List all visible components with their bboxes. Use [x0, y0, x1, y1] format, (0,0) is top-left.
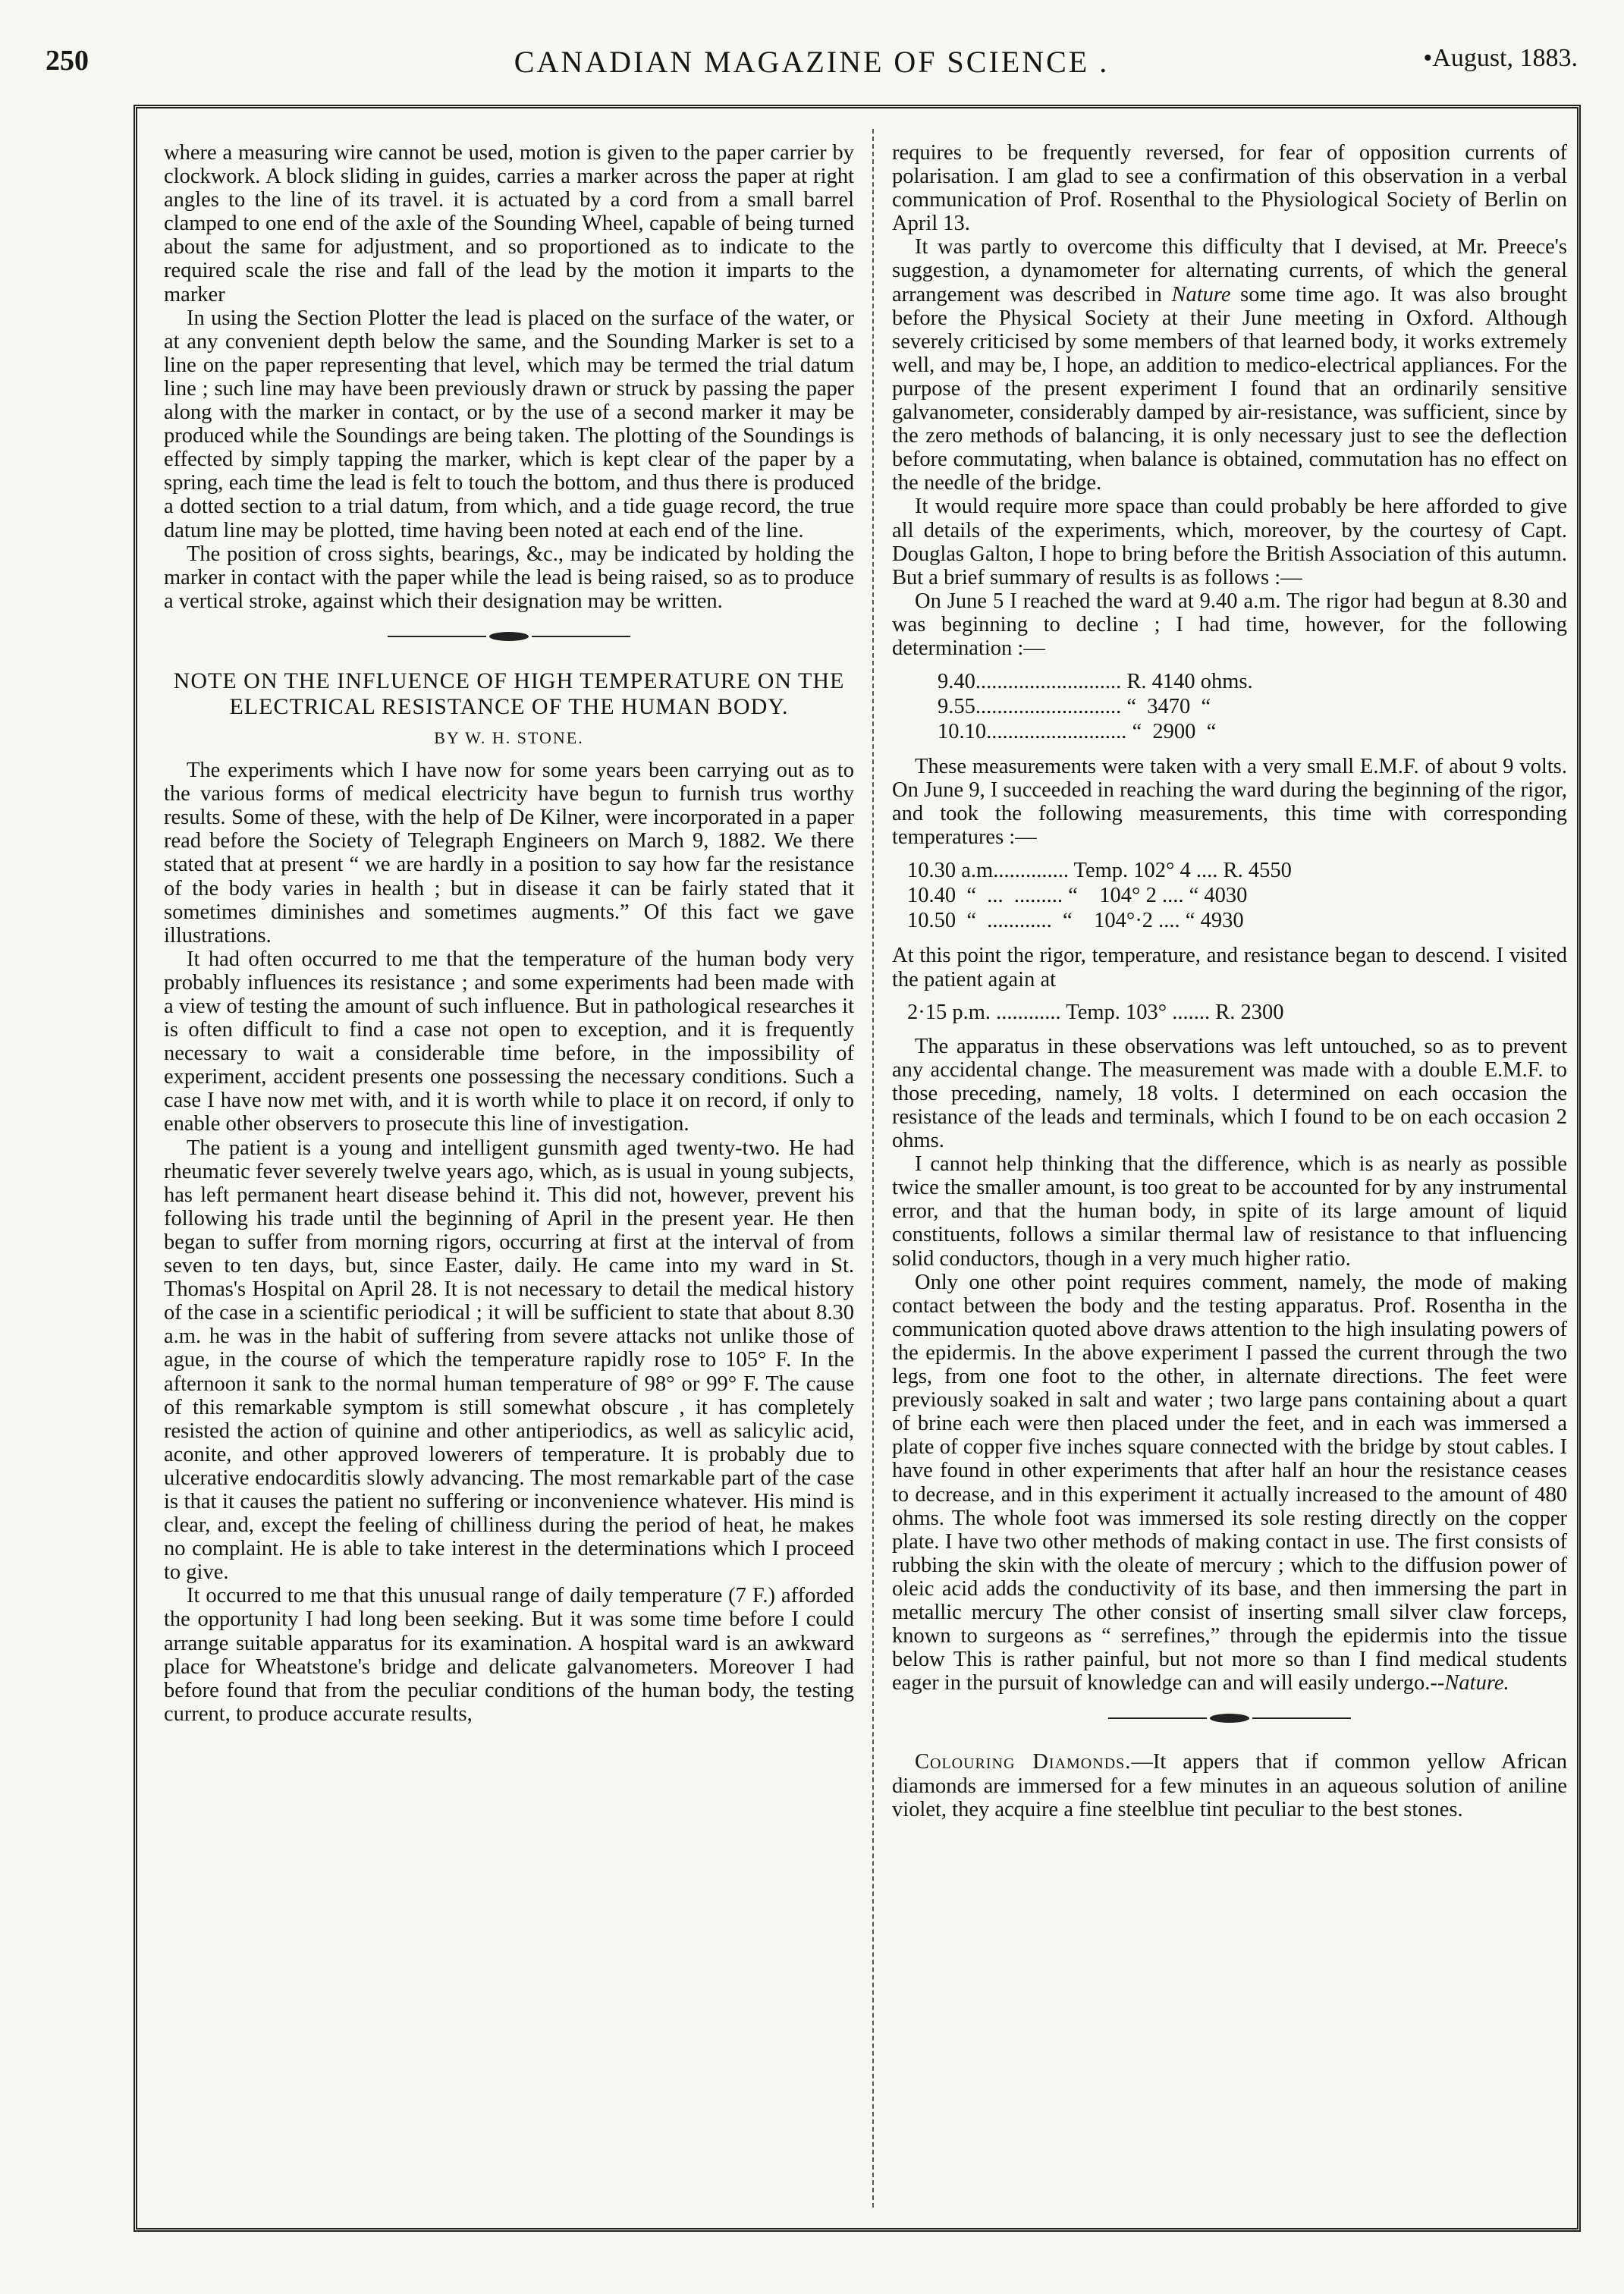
paragraph: It would require more space than could probably be here afforded to give all details of the experiments, which, moreover, by the courtesy of Capt. Douglas Galton, I hope to bring before the British Association of this autumn. But a brief summary of results is as follows :— [892, 495, 1567, 589]
column-divider [872, 129, 874, 2208]
article-title: NOTE ON THE INFLUENCE OF HIGH TEMPERATURE ON THE ELECTRICAL RESISTANCE OF THE HUMAN BODY. [173, 668, 845, 719]
measurement-table-june-5 [938, 669, 1567, 744]
source-citation: Nature. [1444, 1671, 1509, 1695]
table-row: 10.10.......................... “ 2900 “ [938, 720, 1217, 744]
page-header [46, 44, 1578, 90]
paragraph: The apparatus in these observations was left untouched, so as to prevent any accidental change. The measurement was made with a double E.M.F. to those preceding, namely, 18 volts. I determined on each occasion the resistance of the leads and terminals, which I found to be on each occasion 2 ohms. [892, 1034, 1567, 1153]
paragraph: The position of cross sights, bearings, &c., may be indicated by holding the marker in contact with the paper while the lead is being raised, so as to produce a vertical stroke, against which their designation may be written. [164, 542, 854, 613]
left-column [164, 141, 854, 1726]
ornament-divider [892, 1705, 1567, 1729]
paragraph: requires to be frequently reversed, for fear of opposition currents of polarisation. I am glad to see a confirmation of this observation in a verbal communication of Prof. Rosenthal to the Physiological Society of Berlin on April 13. [892, 141, 1567, 236]
ornament-icon [1108, 1713, 1351, 1724]
paragraph: The patient is a young and intelligent gunsmith aged twenty-two. He had rheumatic fever severely twelve years ago, which, as is usual in young subjects, has left permanent heart disease behind it. This did not, however, prevent his following his trade until the beginning of April in the present year. He then began to suffer from morning rigors, occurring at first at the interval of from seven to ten days, but, since Easter, daily. He came into my ward in St. Thomas's Hospital on April 28. It is not necessary to detail the medical history of the case in a scientific periodical ; it will be sufficient to state that about 8.30 a.m. he was in the habit of suffering from severe attacks not unlike those of ague, in the course of which the temperature rapidly rose to 105° F. In the afternoon it sank to the normal human temperature of 98° or 99° F. The cause of this remarkable symptom is still somewhat obscure , it has completely resisted the action of quinine and other antiperiodics, as well as salicylic acid, aconite, and other approved lowerers of temperature. It is probably due to ulcerative endocarditis slowly advancing. The most remarkable part of the case is that it causes the patient no suffering or inconvenience whatever. His mind is clear, and, except the feeling of chilliness during the period of heat, he makes no complaint. He is able to take interest in the determinations which I proceed to give. [164, 1136, 854, 1585]
byline: BY W. H. STONE. [434, 727, 584, 747]
table-row: 9.55........................... “ 3470 “ [938, 695, 1211, 719]
paragraph: These measurements were taken with a very small E.M.F. of about 9 volts. On June 9, I succeeded in reaching the ward during the beginning of the rigor, and took the following measurements, this time with corresponding temperatures :— [892, 755, 1567, 850]
table-row: 10.30 a.m.............. Temp. 102° 4 .... R. 4550 [907, 859, 1292, 883]
ornament-divider [164, 624, 854, 647]
paragraph [892, 235, 1567, 495]
paragraph: It occurred to me that this unusual range of daily temperature (7 F.) afforded the opportunity I had long been seeking. But it was some time before I could arrange suitable apparatus for its examination. A hospital ward is an awkward place for Wheatstone's bridge and delicate galvanometers. Moreover I had before found that from the peculiar conditions of the human body, the testing current, to produce accurate results, [164, 1584, 854, 1726]
paragraph: On June 5 I reached the ward at 9.40 a.m. The rigor had begun at 8.30 and was beginning to decline ; I had time, however, for the following determination :— [892, 589, 1567, 660]
paragraph: In using the Section Plotter the lead is placed on the surface of the water, or at any convenient depth below the same, and the Sounding Marker is set to a line on the paper representing that level, which may be termed the trial datum line ; such line may have been previously drawn or struck by passing the paper along with the marker in contact, or by the use of a second marker it may be produced while the Soundings are being taken. The plotting of the Soundings is effected by simply tapping the marker, which is kept clear of the paper by a spring, each time the lead is felt to touch the bottom, and thus there is produced a dotted section to a trial datum, from which, and a tide guage record, the true datum line may be plotted, time having been noted at each end of the line. [164, 306, 854, 542]
right-column [892, 141, 1567, 1821]
paragraph: I cannot help thinking that the difference, which is as nearly as possible twice the smaller amount, is too great to be accounted for by any instrumental error, and that the human body, in spite of its large amount of liquid constituents, follows a similar thermal law of resistance to that influencing solid conductors, though in a very much higher ratio. [892, 1152, 1567, 1271]
page-number: 250 [46, 45, 89, 77]
table-row: 2·15 p.m. ............ Temp. 103° ....... R. 2300 [907, 1000, 1284, 1024]
running-title: CANADIAN MAGAZINE OF SCIENCE . [514, 45, 1110, 79]
table-row: 10.50 “ ............ “ 104°·2 .... “ 4930 [907, 909, 1244, 933]
issue-date: •August, 1883. [1423, 44, 1578, 72]
paragraph: where a measuring wire cannot be used, motion is given to the paper carrier by clockwork. A block sliding in guides, carries a marker across the paper at right angles to the line of its travel. it is actuated by a cord from a small barrel clamped to one end of the axle of the Sounding Wheel, capable of being turned about the same for adjustment, and so proportioned as to indicate to the required scale the rise and fall of the lead by the motion it imparts to the marker [164, 141, 854, 306]
paragraph: At this point the rigor, temperature, and resistance began to descend. I visited the patient again at [892, 944, 1567, 991]
measurement-table-june-9 [907, 858, 1567, 933]
text-run: some time ago. It was also brought before the Physical Society at their June meeting in Oxford. Although severely criticised by some members of that learned body, it works extremely well, and may be, I hope, an addition to medico-electrical appliances. For the purpose of the present experiment I found that an ordinarily sensitive galvanometer, considerably damped by air-resistance, was sufficient, since by the zero methods of balancing, it is only necessary just to see the deflection before commutating, when balance is obtained, commutation has no effect on the needle of the bridge. [892, 282, 1568, 495]
ornament-icon [388, 631, 630, 642]
text-run: Only one other point requires comment, namely, the mode of making contact between the body and the testing apparatus. Prof. Rosentha in the communication quoted above draws attention to the high insulating powers of the epidermis. In the above experiment I passed the current through the two legs, from one foot to the other, in alternate directions. The feet were previously soaked in salt and water ; two large pans containing about a quart of brine each were then placed under the feet, and in each was immersed a plate of copper five inches square connected with the bridge by stout cables. I have found in other experiments that after half an hour the resistance ceases to decrease, and in this experiment it actually increased to the amount of 480 ohms. The whole foot was immersed its sole resting directly on the copper plate. I have two other methods of making contact in use. The first consists of rubbing the skin with the oleate of mercury ; which to the diffusion power of oleic acid adds the conductivity of its base, and then immersing the part in metallic mercury The other consist of inserting small silver claw forceps, known to surgeons as “ serrefines,” through the epidermis into the tissue below This is rather painful, but not more so than I find medical students eager in the pursuit of knowledge can and will easily undergo.-- [892, 1270, 1567, 1695]
table-row: 9.40........................... R. 4140 ohms. [938, 670, 1253, 694]
paragraph [892, 1271, 1567, 1695]
journal-name: Nature [1171, 282, 1231, 306]
paragraph: The experiments which I have now for some years been carrying out as to the various forms of medical electricity have begun to furnish trus worthy results. Some of these, with the help of De Kilner, were incorporated in a paper read before the Society of Telegraph Engineers on March 9, 1882. We there stated that at present “ we are hardly in a position to say how far the resistance of the body varies in health ; but in disease it can be fairly stated that it sometimes diminishes and sometimes augments.” Of this fact we gave illustrations. [164, 759, 854, 947]
paragraph [892, 1750, 1567, 1821]
paragraph: It had often occurred to me that the temperature of the human body very probably influences its resistance ; and some experiments had been made with a view of testing the amount of such influence. But in pathological researches it is often difficult to find a case not open to exception, and it is frequently necessary to wait a considerable time before, in the impossibility of experiment, accident presents one possessing the necessary conditions. Such a case I have now met with, and it is worth while to place it on record, if only to enable other observers to prosecute this line of investigation. [164, 947, 854, 1136]
section-heading: Colouring Diamonds. [915, 1750, 1132, 1774]
table-row: 10.40 “ ... ......... “ 104° 2 .... “ 4030 [907, 884, 1248, 908]
text-run: —It appers that if common yellow African diamonds are immersed for a few minutes in an aqueous solution of aniline violet, they acquire a fine steelblue tint peculiar to the best stones. [892, 1750, 1567, 1821]
text-run: It was partly to overcome this difficulty that I devised, at Mr. Preece's suggestion, a dynamometer for alternating currents, of which the general arrangement was described in [892, 235, 1567, 306]
